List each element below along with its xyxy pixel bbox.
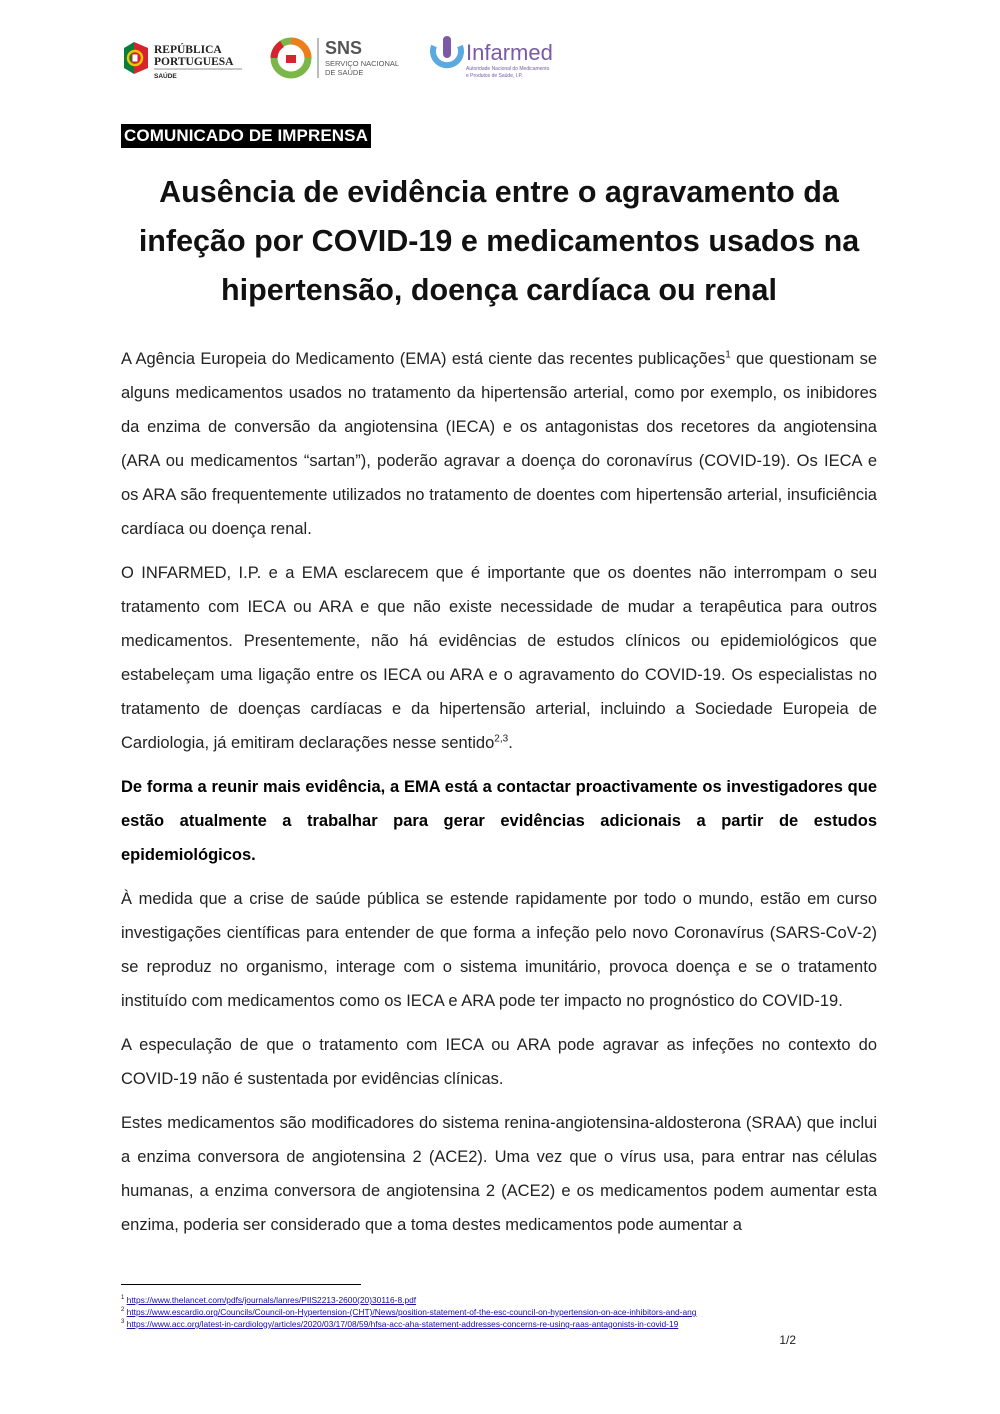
page-number: 1/2	[779, 1333, 796, 1347]
paragraph-1-part-a: A Agência Europeia do Medicamento (EMA) está ciente das recentes publicações	[121, 350, 726, 368]
paragraph-6: Estes medicamentos são modificadores do sistema renina-angiotensina-aldosterona (SRAA) que inclui a enzima conversora de angiotensina 2 (ACE2). Uma vez que o vírus usa, para entrar nas células humanas, a enzima conversora de angiotensina 2 (ACE2) e os medicamentos podem aumentar esta enzima, poderia ser considerado que a toma destes medicamentos pode aumentar a	[121, 1114, 877, 1234]
footnote-ref-1[interactable]: 1	[725, 349, 731, 361]
title-line-3: hipertensão, doença cardíaca ou renal	[221, 273, 777, 307]
paragraph-2	[121, 556, 877, 760]
paragraph-4: À medida que a crise de saúde pública se estende rapidamente por todo o mundo, estão em curso investigações científicas para entender de que forma a infeção pelo novo Coronavírus (SARS-CoV-2) se reproduz no organismo, interage com o sistema imunitário, provoca doença e se o tratamento instituído com medicamentos como os IECA e ARA pode ter impacto no prognóstico do COVID-19.	[121, 890, 877, 1010]
footnote-1	[121, 1294, 881, 1306]
footnote-number: 3	[121, 1319, 125, 1326]
infarmed-emblem-icon	[430, 34, 570, 82]
infarmed-name: Infarmed	[466, 40, 553, 65]
title-line-1: Ausência de evidência entre o agravamento da	[159, 175, 839, 209]
infarmed-logo	[430, 34, 570, 82]
sns-line1: SERVIÇO NACIONAL	[325, 59, 400, 68]
footnote-number: 1	[121, 1295, 125, 1302]
infarmed-line1: Autoridade Nacional do Medicamento	[466, 66, 550, 72]
title-line-2: infeção por COVID-19 e medicamentos usados na	[138, 224, 860, 258]
republica-line2: PORTUGUESA	[154, 56, 234, 68]
paragraph-3: De forma a reunir mais evidência, a EMA está a contactar proactivamente os investigadores que estão atualmente a trabalhar para gerar evidências adicionais a partir de estudos epidemiológicos.	[121, 778, 877, 864]
paragraph-1	[121, 342, 877, 546]
article-body	[121, 342, 877, 1252]
page-title	[120, 168, 878, 315]
press-release-badge: COMUNICADO DE IMPRENSA	[121, 124, 371, 148]
sns-logo	[270, 34, 405, 82]
footnote-number: 2	[121, 1307, 125, 1314]
infarmed-line2: e Produtos de Saúde, I.P.	[466, 73, 523, 79]
sns-emblem-icon	[270, 34, 405, 82]
sns-line2: DE SAÚDE	[325, 68, 364, 77]
footnote-2	[121, 1306, 881, 1318]
footnote-3	[121, 1318, 881, 1330]
footnote-link[interactable]: https://www.thelancet.com/pdfs/journals/lanres/PIIS2213-2600(20)30116-8.pdf	[126, 1295, 417, 1305]
coat-of-arms-icon	[120, 34, 250, 82]
republica-line1: REPÚBLICA	[154, 44, 222, 56]
republica-sub: SAÚDE	[154, 73, 177, 80]
republica-portuguesa-logo	[120, 34, 250, 82]
footnote-link[interactable]: https://www.acc.org/latest-in-cardiology/articles/2020/03/17/08/59/hfsa-acc-aha-statement-addresses-concerns-re-using-raas-antagonists-in-covid-19	[126, 1319, 679, 1329]
paragraph-2-part-a: O INFARMED, I.P. e a EMA esclarecem que é importante que os doentes não interrompam o seu tratamento com IECA ou ARA e que não existe necessidade de mudar a terapêutica para outros medicamentos. Presentemente, não há evidências de estudos clínicos ou epidemiológicos que estabeleçam uma ligação entre os IECA ou ARA e o agravamento do COVID-19. Os especialistas no tratamento de doenças cardíacas e da hipertensão arterial, incluindo a Sociedade Europeia de Cardiologia, já emitiram declarações nesse sentido	[121, 564, 877, 752]
sns-name: SNS	[325, 38, 363, 58]
footnote-ref-2-3[interactable]: 2,3	[494, 733, 509, 745]
footnotes	[121, 1294, 881, 1330]
paragraph-5: A especulação de que o tratamento com IECA ou ARA pode agravar as infeções no contexto do COVID-19 não é sustentada por evidências clínicas.	[121, 1036, 877, 1088]
footnote-link[interactable]: https://www.escardio.org/Councils/Council-on-Hypertension-(CHT)/News/position-statement-of-the-esc-council-on-hypertension-on-ace-inhibitors-and-ang	[126, 1307, 697, 1317]
paragraph-1-part-b: que questionam se alguns medicamentos usados no tratamento da hipertensão arterial, como por exemplo, os inibidores da enzima de conversão da angiotensina (IECA) e os antagonistas dos recetores da angiotensina (ARA ou medicamentos “sartan”), poderão agravar a doença do coronavírus (COVID-19). Os IECA e os ARA são frequentemente utilizados no tratamento de doentes com hipertensão arterial, insuficiência cardíaca ou doença renal.	[121, 350, 878, 538]
footnote-divider	[121, 1284, 361, 1285]
paragraph-2-part-b: .	[508, 734, 513, 752]
